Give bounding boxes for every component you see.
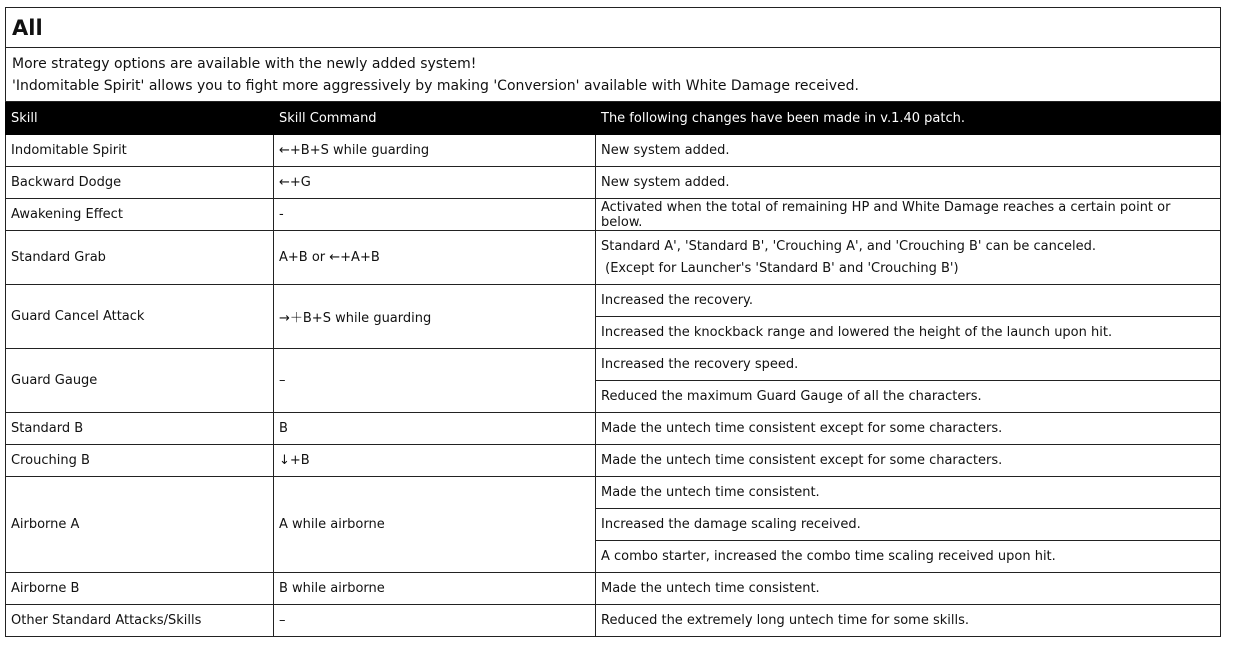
skill-cell: Indomitable Spirit: [6, 135, 274, 167]
skill-cell: Guard Cancel Attack: [6, 285, 274, 349]
skill-cell: Guard Gauge: [6, 349, 274, 413]
title-row: [6, 8, 1221, 48]
intro-row: [6, 48, 1221, 102]
command-cell: ↓+B: [274, 445, 596, 477]
change-cell: Increased the recovery.: [596, 285, 1221, 317]
change-cell: Reduced the extremely long untech time for some skills.: [596, 605, 1221, 637]
skill-cell: Awakening Effect: [6, 199, 274, 231]
table-row: [6, 477, 1221, 509]
table-row: [6, 445, 1221, 477]
command-cell: →＋B+S while guarding: [274, 285, 596, 349]
change-cell: Increased the recovery speed.: [596, 349, 1221, 381]
command-cell: ←+G: [274, 167, 596, 199]
skill-cell: Standard Grab: [6, 231, 274, 285]
intro-text: [6, 48, 1221, 102]
table-row: [6, 605, 1221, 637]
change-line: (Except for Launcher's 'Standard B' and 'Crouching B'): [601, 260, 959, 276]
table-row: [6, 413, 1221, 445]
skill-cell: Crouching B: [6, 445, 274, 477]
command-cell: –: [274, 349, 596, 413]
skill-cell: Airborne A: [6, 477, 274, 573]
table-header-row: [6, 102, 1221, 135]
skill-column-header: Skill: [6, 102, 274, 135]
table-row: [6, 349, 1221, 381]
change-cell: Made the untech time consistent.: [596, 573, 1221, 605]
change-cell: Increased the damage scaling received.: [596, 509, 1221, 541]
command-cell: A+B or ←+A+B: [274, 231, 596, 285]
change-cell: Reduced the maximum Guard Gauge of all the characters.: [596, 381, 1221, 413]
table-row: [6, 285, 1221, 317]
table-row: [6, 199, 1221, 231]
change-cell: Made the untech time consistent except for some characters.: [596, 413, 1221, 445]
skill-cell: Standard B: [6, 413, 274, 445]
table-row: [6, 231, 1221, 285]
patch-notes-table: [5, 7, 1221, 637]
skill-cell: Other Standard Attacks/Skills: [6, 605, 274, 637]
command-column-header: Skill Command: [274, 102, 596, 135]
change-cell: A combo starter, increased the combo time scaling received upon hit.: [596, 541, 1221, 573]
change-cell: Activated when the total of remaining HP and White Damage reaches a certain point or below.: [596, 199, 1221, 231]
command-cell: B: [274, 413, 596, 445]
change-cell: Increased the knockback range and lowered the height of the launch upon hit.: [596, 317, 1221, 349]
skill-cell: Backward Dodge: [6, 167, 274, 199]
change-line: Standard A', 'Standard B', 'Crouching A', and 'Crouching B' can be canceled.: [601, 238, 1096, 254]
intro-line: 'Indomitable Spirit' allows you to fight more aggressively by making 'Conversion' available with White Damage received.: [12, 77, 859, 94]
change-cell: [596, 231, 1221, 285]
command-cell: -: [274, 199, 596, 231]
change-cell: New system added.: [596, 167, 1221, 199]
table-row: [6, 573, 1221, 605]
command-cell: B while airborne: [274, 573, 596, 605]
table-row: [6, 167, 1221, 199]
page-title: All: [6, 8, 1221, 48]
command-cell: –: [274, 605, 596, 637]
command-cell: A while airborne: [274, 477, 596, 573]
skill-cell: Airborne B: [6, 573, 274, 605]
change-cell: Made the untech time consistent.: [596, 477, 1221, 509]
change-cell: New system added.: [596, 135, 1221, 167]
changes-column-header: The following changes have been made in v.1.40 patch.: [596, 102, 1221, 135]
change-cell: Made the untech time consistent except for some characters.: [596, 445, 1221, 477]
patch-notes-panel: [5, 7, 1221, 637]
table-row: [6, 135, 1221, 167]
intro-line: More strategy options are available with the newly added system!: [12, 55, 477, 72]
command-cell: ←+B+S while guarding: [274, 135, 596, 167]
